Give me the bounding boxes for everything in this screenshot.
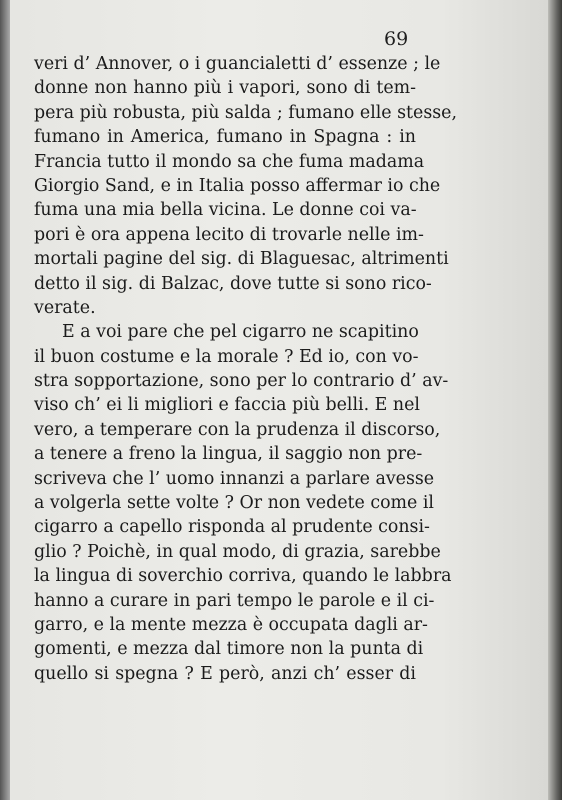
text-line: hanno a curare in pari tempo le parole e il ci- bbox=[34, 590, 435, 611]
text-line: a tenere a freno la lingua, il saggio non pre- bbox=[34, 444, 423, 465]
text-line: a volgerla sette volte ? Or non vedete come il bbox=[34, 493, 434, 514]
text-line: vero, a temperare con la prudenza il discorso, bbox=[34, 419, 441, 440]
page-number: 69 bbox=[384, 28, 409, 50]
text-line: donne non hanno più i vapori, sono di tem- bbox=[34, 78, 416, 99]
scan-left-shadow bbox=[0, 0, 10, 800]
text-line: cigarro a capello risponda al prudente consi- bbox=[34, 517, 430, 538]
text-line: Francia tutto il mondo sa che fuma madama bbox=[34, 151, 425, 172]
paragraph-end-line: verate. bbox=[34, 297, 96, 318]
text-line: scriveva che l’ uomo innanzi a parlare avesse bbox=[34, 468, 435, 489]
paragraph-start-line: E a voi pare che pel cigarro ne scapitino bbox=[62, 322, 419, 343]
text-line: garro, e la mente mezza è occupata dagli ar- bbox=[34, 614, 428, 635]
text-line: stra sopportazione, sono per lo contrario d’ av- bbox=[34, 371, 449, 392]
text-line: fuma una mia bella vicina. Le donne coi va- bbox=[34, 200, 417, 221]
text-line: quello si spegna ? E però, anzi ch’ esser di bbox=[34, 663, 416, 684]
scan-right-edge bbox=[548, 0, 562, 800]
text-line: Giorgio Sand, e in Italia posso affermar io che bbox=[34, 175, 441, 196]
text-line: veri d’ Annover, o i guancialetti d’ essenze ; le bbox=[34, 54, 441, 74]
text-line: detto il sig. di Balzac, dove tutte si sono rico- bbox=[34, 273, 432, 294]
text-line: glio ? Poichè, in qual modo, di grazia, sarebbe bbox=[34, 541, 441, 562]
text-line: fumano in America, fumano in Spagna : in bbox=[34, 127, 416, 148]
text-line: gomenti, e mezza dal timore non la punta di bbox=[34, 639, 424, 660]
text-line: il buon costume e la morale ? Ed io, con vo- bbox=[34, 346, 419, 367]
text-line: la lingua di soverchio corriva, quando le labbra bbox=[34, 566, 452, 587]
book-page bbox=[10, 0, 548, 800]
text-line: viso ch’ ei li migliori e faccia più belli. E nel bbox=[34, 395, 420, 416]
text-line: mortali pagine del sig. di Blaguesac, altrimenti bbox=[34, 249, 449, 270]
body-text bbox=[34, 52, 458, 686]
text-line: pera più robusta, più salda ; fumano elle stesse, bbox=[34, 102, 458, 123]
text-line: pori è ora appena lecito di trovarle nelle im- bbox=[34, 224, 424, 245]
